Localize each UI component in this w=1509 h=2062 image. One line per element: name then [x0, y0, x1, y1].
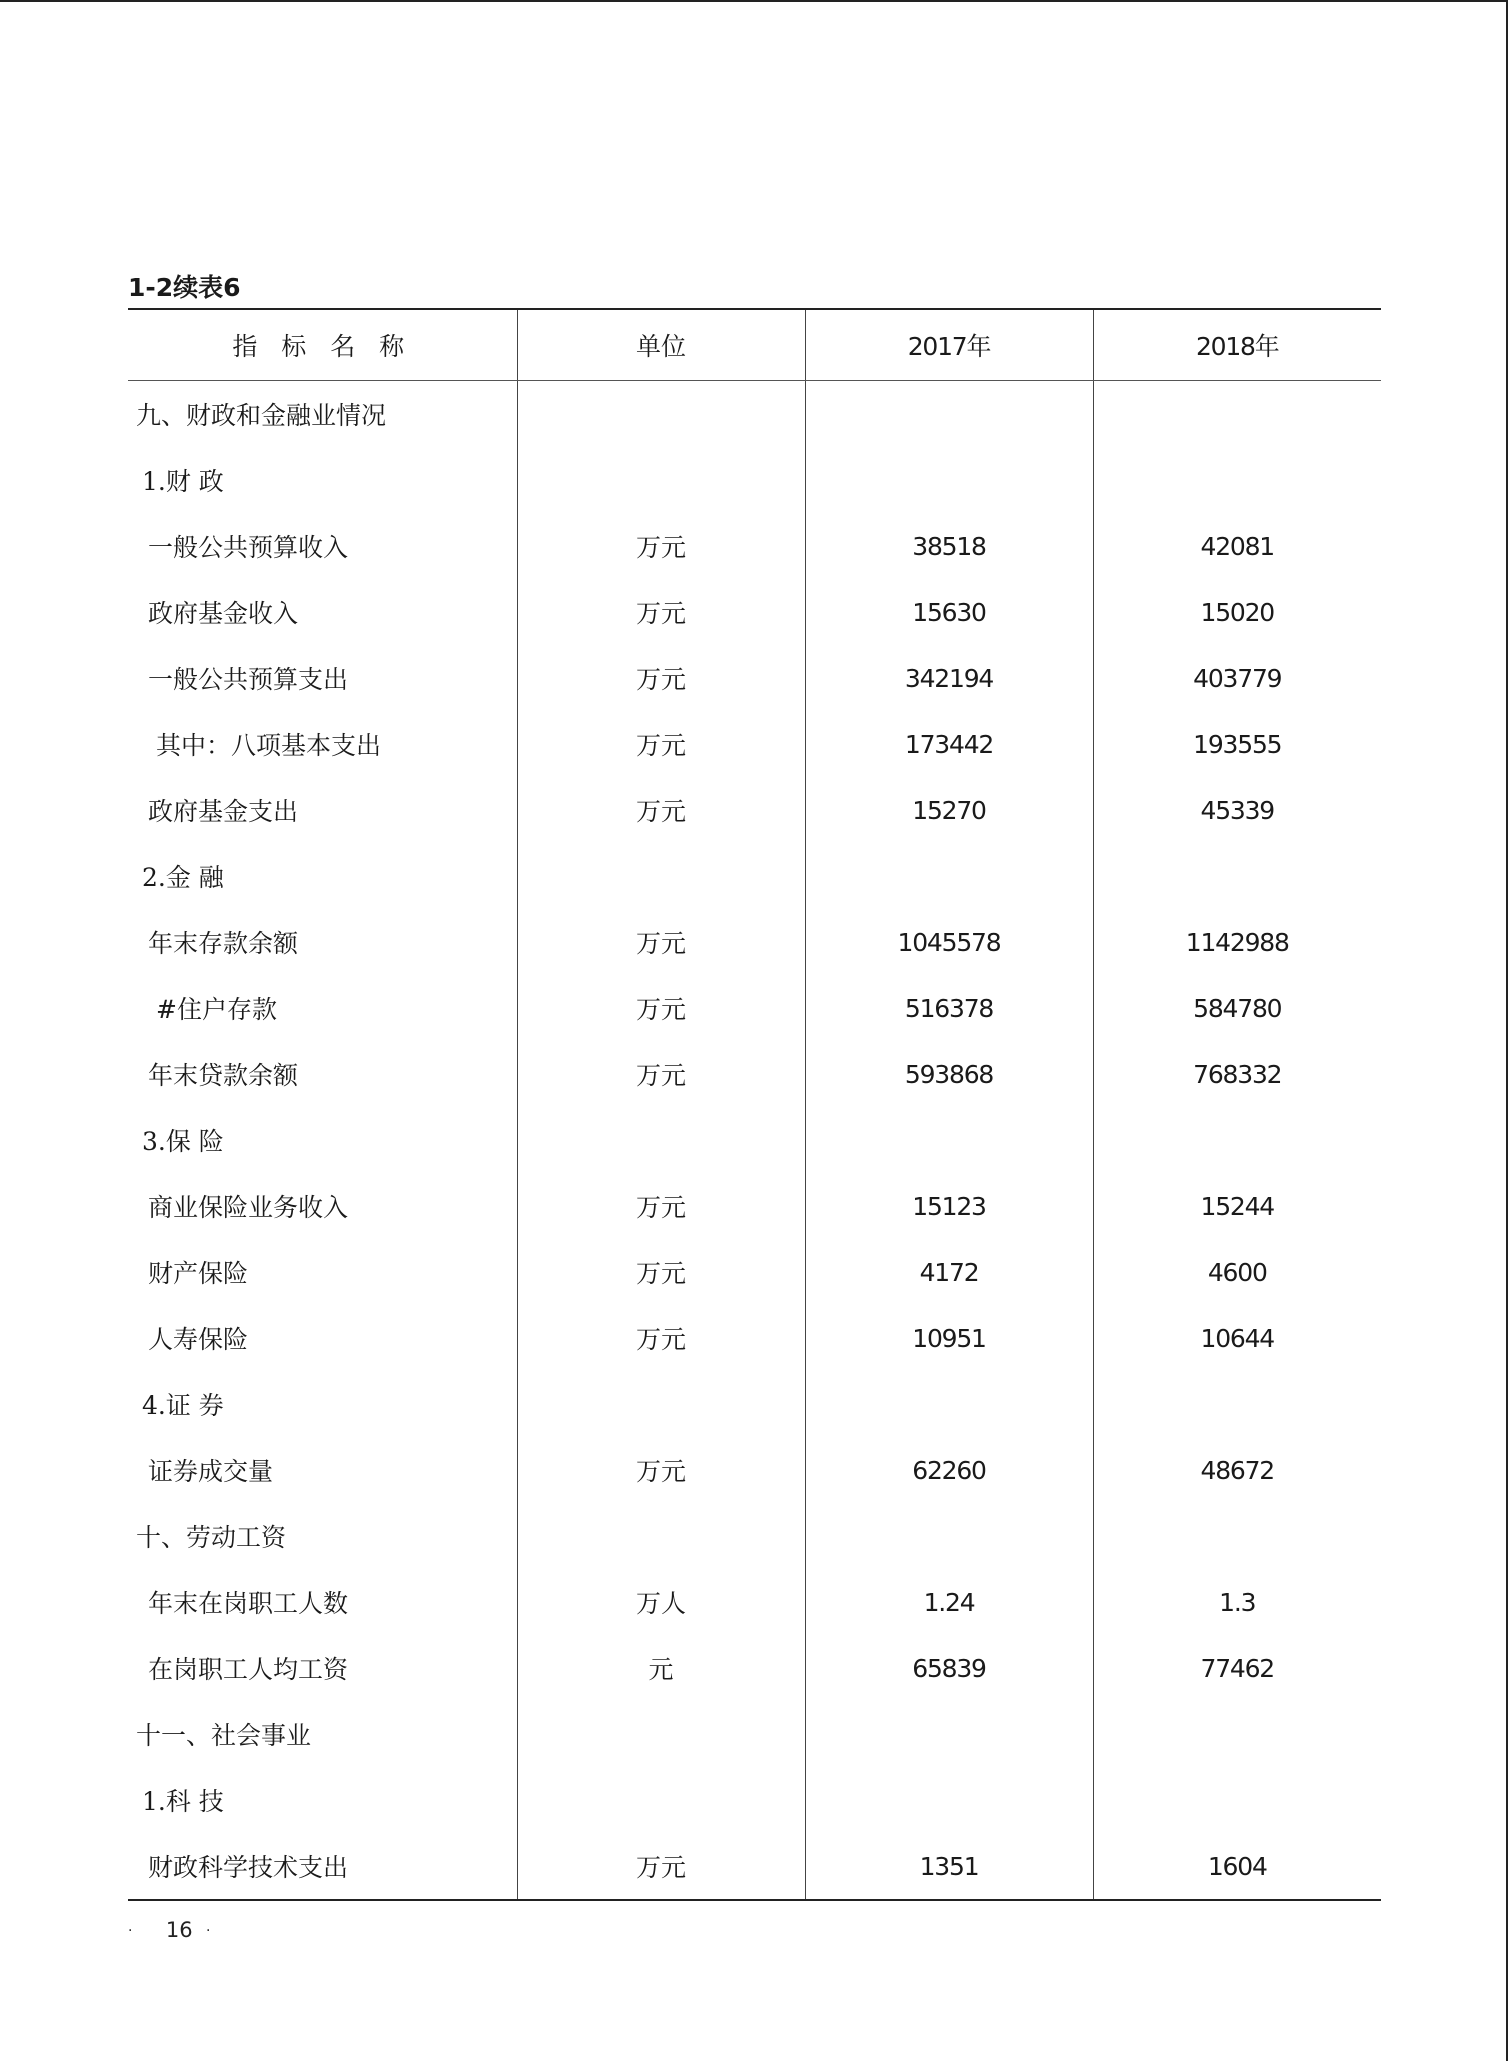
row-value-2018: 1142988	[1093, 909, 1381, 975]
row-value-2018: 45339	[1093, 777, 1381, 843]
row-value-2018	[1093, 1107, 1381, 1173]
row-value-2017: 593868	[805, 1041, 1093, 1107]
row-indicator-name: 十一、社会事业	[136, 1721, 312, 1750]
page-number: 16	[165, 1918, 193, 1942]
row-indicator-name: #住户存款	[156, 995, 277, 1024]
row-value-2017	[805, 1371, 1093, 1437]
row-unit: 元	[517, 1635, 805, 1701]
table-row	[128, 843, 1381, 909]
row-unit: 万元	[517, 975, 805, 1041]
footer-dot-left: ·	[128, 1923, 133, 1939]
row-value-2017: 38518	[805, 513, 1093, 579]
row-indicator-name: 一般公共预算收入	[148, 533, 349, 562]
row-unit: 万元	[517, 1173, 805, 1239]
row-value-2017	[805, 381, 1093, 448]
row-unit: 万元	[517, 1041, 805, 1107]
row-unit: 万元	[517, 513, 805, 579]
table-row	[128, 1503, 1381, 1569]
table-row	[128, 1239, 1381, 1305]
row-value-2017: 173442	[805, 711, 1093, 777]
row-indicator-name: 其中：八项基本支出	[156, 731, 382, 760]
row-indicator-name: 十、劳动工资	[136, 1523, 287, 1552]
row-unit	[517, 1503, 805, 1569]
row-indicator-name: 人寿保险	[148, 1325, 249, 1354]
row-value-2017: 15270	[805, 777, 1093, 843]
row-indicator-name: 2.金 融	[142, 863, 224, 892]
row-value-2017: 342194	[805, 645, 1093, 711]
statistics-table	[128, 308, 1381, 1901]
table-row	[128, 1437, 1381, 1503]
table-caption: 1-2续表6	[128, 273, 241, 302]
row-unit: 万元	[517, 1305, 805, 1371]
row-indicator-name: 商业保险业务收入	[148, 1193, 349, 1222]
row-unit	[517, 1767, 805, 1833]
row-indicator-name: 年末存款余额	[148, 929, 299, 958]
row-unit: 万元	[517, 645, 805, 711]
row-value-2018	[1093, 381, 1381, 448]
row-value-2017	[805, 1107, 1093, 1173]
row-indicator-name: 财政科学技术支出	[148, 1853, 349, 1882]
row-value-2018: 15244	[1093, 1173, 1381, 1239]
row-indicator-name: 在岗职工人均工资	[148, 1655, 349, 1684]
table-row	[128, 579, 1381, 645]
row-unit: 万元	[517, 1437, 805, 1503]
row-value-2017	[805, 1767, 1093, 1833]
row-value-2017: 516378	[805, 975, 1093, 1041]
row-indicator-name: 政府基金收入	[148, 599, 299, 628]
header-indicator-name: 指 标 名 称	[128, 309, 517, 381]
row-value-2017: 62260	[805, 1437, 1093, 1503]
table-row	[128, 447, 1381, 513]
row-value-2017: 4172	[805, 1239, 1093, 1305]
table-row	[128, 975, 1381, 1041]
row-unit: 万元	[517, 1239, 805, 1305]
row-indicator-name: 财产保险	[148, 1259, 249, 1288]
row-value-2018: 15020	[1093, 579, 1381, 645]
row-unit	[517, 1107, 805, 1173]
row-unit	[517, 381, 805, 448]
row-indicator-name: 政府基金支出	[148, 797, 299, 826]
row-value-2017: 15630	[805, 579, 1093, 645]
row-value-2018: 10644	[1093, 1305, 1381, 1371]
row-value-2018: 42081	[1093, 513, 1381, 579]
row-unit	[517, 1371, 805, 1437]
table-row	[128, 1107, 1381, 1173]
table-row	[128, 777, 1381, 843]
row-value-2017: 10951	[805, 1305, 1093, 1371]
table-header-row	[128, 309, 1381, 381]
row-value-2018: 77462	[1093, 1635, 1381, 1701]
row-indicator-name: 4.证 券	[142, 1391, 224, 1420]
table-row	[128, 1569, 1381, 1635]
row-unit: 万元	[517, 909, 805, 975]
table-body	[128, 381, 1381, 1901]
table-row	[128, 1371, 1381, 1437]
page-number-footer	[128, 1918, 210, 1942]
header-unit: 单位	[517, 309, 805, 381]
row-unit	[517, 843, 805, 909]
row-value-2018: 193555	[1093, 711, 1381, 777]
row-unit: 万元	[517, 711, 805, 777]
row-value-2018: 1.3	[1093, 1569, 1381, 1635]
table-row	[128, 1635, 1381, 1701]
table-row	[128, 645, 1381, 711]
row-value-2018	[1093, 1503, 1381, 1569]
row-unit: 万元	[517, 777, 805, 843]
row-value-2018: 403779	[1093, 645, 1381, 711]
footer-dot-right: ·	[205, 1923, 211, 1939]
row-indicator-name: 1.科 技	[142, 1787, 224, 1816]
row-indicator-name: 证券成交量	[148, 1457, 274, 1486]
row-unit: 万元	[517, 579, 805, 645]
row-indicator-name: 1.财 政	[142, 467, 224, 496]
row-value-2017: 1.24	[805, 1569, 1093, 1635]
table-row	[128, 1041, 1381, 1107]
row-value-2017: 1351	[805, 1833, 1093, 1900]
row-value-2018: 4600	[1093, 1239, 1381, 1305]
table-row	[128, 513, 1381, 579]
row-value-2017	[805, 447, 1093, 513]
row-indicator-name: 年末在岗职工人数	[148, 1589, 349, 1618]
row-indicator-name: 年末贷款余额	[148, 1061, 299, 1090]
row-indicator-name: 3.保 险	[142, 1127, 224, 1156]
row-indicator-name: 一般公共预算支出	[148, 665, 349, 694]
row-unit: 万人	[517, 1569, 805, 1635]
row-value-2018: 48672	[1093, 1437, 1381, 1503]
row-value-2018: 768332	[1093, 1041, 1381, 1107]
table-row	[128, 909, 1381, 975]
row-value-2017	[805, 843, 1093, 909]
row-value-2017	[805, 1503, 1093, 1569]
table-row	[128, 381, 1381, 448]
row-value-2017	[805, 1701, 1093, 1767]
row-value-2018	[1093, 447, 1381, 513]
table-row	[128, 1701, 1381, 1767]
row-value-2018	[1093, 1371, 1381, 1437]
row-value-2017: 1045578	[805, 909, 1093, 975]
header-year-2017: 2017年	[805, 309, 1093, 381]
row-value-2018	[1093, 1701, 1381, 1767]
row-unit	[517, 1701, 805, 1767]
table-row	[128, 1767, 1381, 1833]
row-value-2018: 584780	[1093, 975, 1381, 1041]
row-value-2018: 1604	[1093, 1833, 1381, 1900]
header-year-2018: 2018年	[1093, 309, 1381, 381]
table-row	[128, 1173, 1381, 1239]
row-value-2017: 65839	[805, 1635, 1093, 1701]
row-indicator-name: 九、财政和金融业情况	[136, 401, 387, 430]
row-unit	[517, 447, 805, 513]
table-row	[128, 1305, 1381, 1371]
row-value-2018	[1093, 843, 1381, 909]
table-row	[128, 1833, 1381, 1900]
row-unit: 万元	[517, 1833, 805, 1900]
row-value-2018	[1093, 1767, 1381, 1833]
table-row	[128, 711, 1381, 777]
row-value-2017: 15123	[805, 1173, 1093, 1239]
